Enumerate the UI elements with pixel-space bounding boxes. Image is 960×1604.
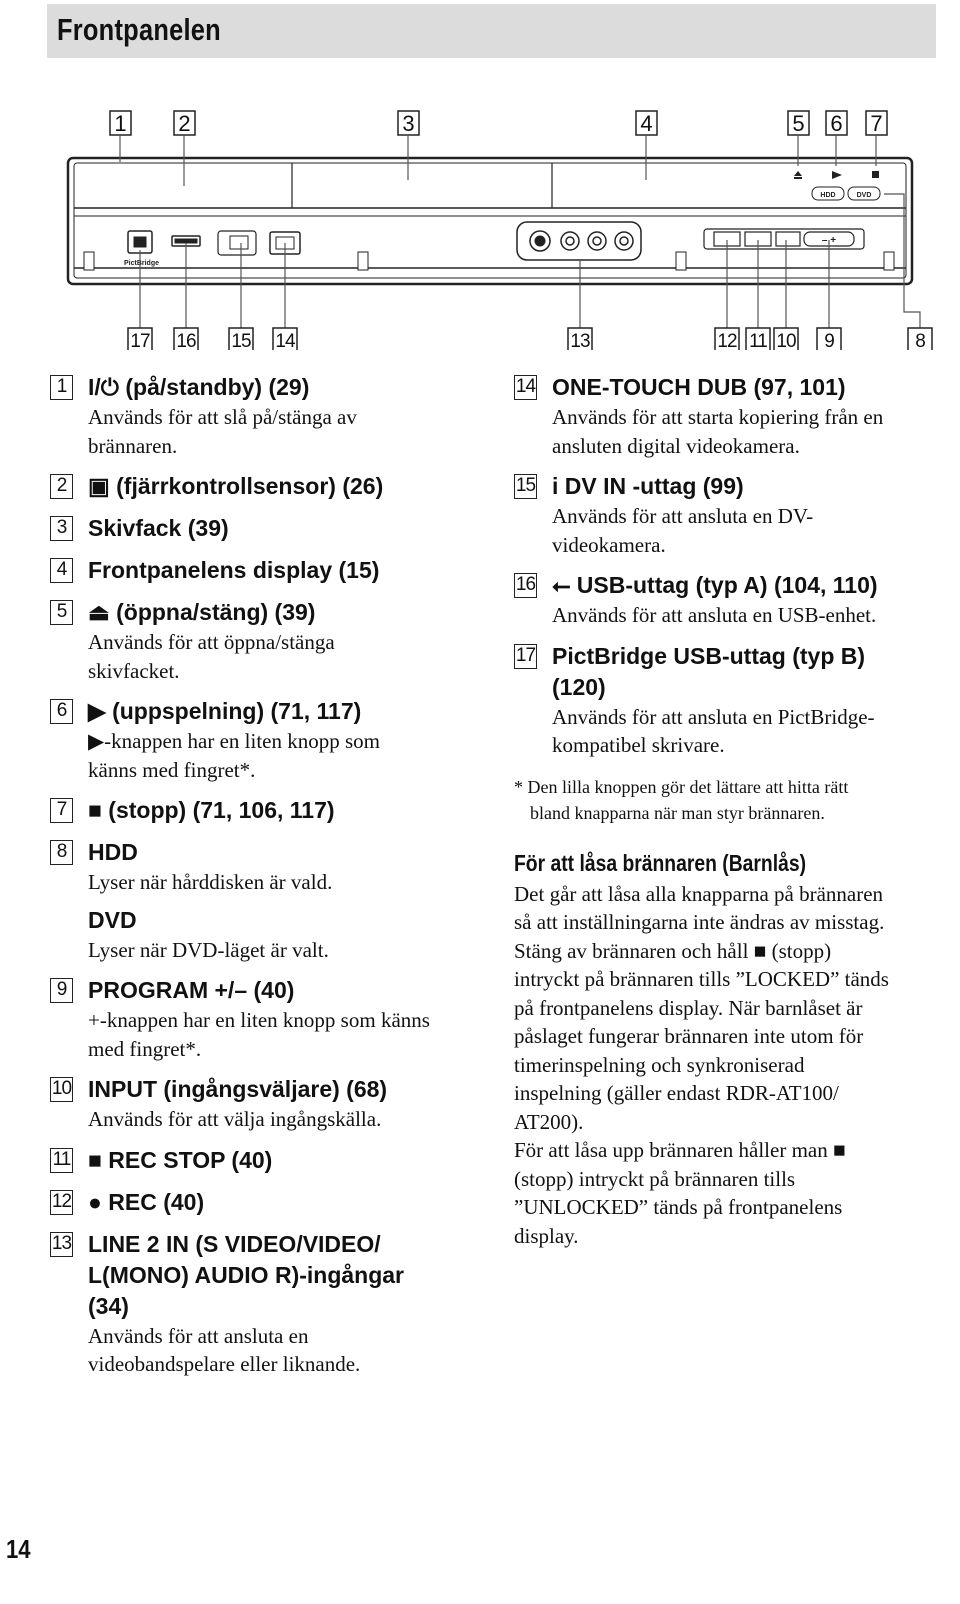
item-desc-line: Används för att öppna/stänga — [88, 630, 335, 654]
item-title: ⭠ USB-uttag (typ A) (104, 110) — [552, 572, 878, 598]
pictbridge-label: PictBridge — [124, 260, 160, 267]
item-title: PROGRAM +/– (40) — [88, 977, 295, 1003]
item-title: I/⏻ (på/standby) (29) — [88, 374, 310, 400]
item-subtitle: DVD — [88, 906, 137, 933]
program-buttons-label: – + — [821, 235, 837, 246]
para-line: display. — [514, 1223, 579, 1248]
callout-8 — [908, 328, 932, 350]
item-15 — [514, 471, 944, 559]
item-11 — [50, 1145, 490, 1176]
item-number: 7 — [50, 798, 73, 823]
footnote-line: bland knapparna när man styr brännaren. — [530, 802, 825, 823]
item-title: ONE-TOUCH DUB (97, 101) — [552, 374, 846, 400]
callout-2-label: 2 — [178, 111, 191, 136]
item-7 — [50, 795, 490, 826]
item-14 — [514, 372, 944, 460]
callout-9 — [817, 328, 841, 350]
item-desc-line: Används för att ansluta en USB-enhet. — [552, 603, 877, 627]
unlock-paragraph — [514, 1136, 944, 1250]
callout-14 — [273, 328, 297, 350]
item-number: 1 — [50, 375, 73, 400]
callout-1 — [110, 111, 131, 136]
child-lock-paragraph — [514, 880, 944, 1137]
callout-5 — [788, 111, 809, 136]
item-16 — [514, 570, 944, 630]
item-title: ⏏ (öppna/stäng) (39) — [88, 599, 316, 625]
item-13 — [50, 1229, 490, 1379]
item-title: ● REC (40) — [88, 1188, 205, 1215]
callout-10-label: 10 — [776, 331, 796, 350]
item-desc-line: brännaren. — [88, 433, 178, 458]
item-number: 8 — [50, 840, 73, 865]
item-desc-line: ▶-knappen har en liten knopp som — [88, 729, 381, 753]
item-title: LINE 2 IN (S VIDEO/VIDEO/ — [88, 1230, 381, 1257]
callout-16-label: 16 — [176, 331, 196, 350]
para-line: på frontpanelens display. När barnlåset är — [514, 995, 863, 1020]
para-line: så att inställningarna inte ändras av misstag. — [514, 910, 885, 934]
left-column — [50, 372, 490, 1379]
item-2 — [50, 471, 490, 502]
callout-13-label: 13 — [570, 331, 590, 350]
right-column — [514, 372, 944, 1250]
play-icon — [832, 171, 842, 179]
item-desc-line: känns med fingret*. — [88, 757, 256, 782]
item-desc-line: videobandspelare eller liknande. — [88, 1352, 361, 1376]
item-title: INPUT (ingångsväljare) (68) — [88, 1076, 388, 1102]
page-number: 14 — [6, 1534, 31, 1564]
callout-16 — [174, 328, 198, 350]
item-title: PictBridge USB-uttag (typ B) — [552, 642, 866, 669]
item-desc-line: Används för att slå på/stänga av — [88, 405, 357, 429]
callout-11-label: 11 — [749, 331, 767, 350]
item-desc-line: Används för att starta kopiering från en — [552, 405, 884, 429]
item-4 — [50, 555, 490, 586]
item-number: 17 — [514, 644, 537, 669]
callout-15-label: 15 — [231, 331, 251, 350]
callout-7-label: 7 — [870, 111, 883, 136]
item-title: ■ REC STOP (40) — [88, 1146, 273, 1173]
item-desc-line: Används för att välja ingångskälla. — [88, 1107, 382, 1131]
item-number: 12 — [50, 1190, 73, 1215]
callout-9-label: 9 — [824, 331, 834, 350]
item-5 — [50, 597, 490, 685]
top-buttons — [794, 171, 880, 200]
callout-7 — [866, 111, 887, 136]
item-desc-line: +-knappen har en liten knopp som känns — [88, 1008, 430, 1032]
callout-1-label: 1 — [114, 111, 127, 136]
item-number: 14 — [514, 375, 537, 400]
callout-13 — [568, 328, 592, 350]
item-8 — [50, 837, 490, 964]
section-header — [47, 4, 936, 58]
left-connectors — [124, 231, 300, 267]
child-lock-heading: För att låsa brännaren (Barnlås) — [514, 849, 807, 876]
callout-2 — [174, 111, 195, 136]
callout-6-label: 6 — [830, 111, 843, 136]
item-6 — [50, 696, 490, 784]
item-title-cont: (120) — [552, 673, 606, 700]
callout-17-label: 17 — [130, 331, 150, 350]
callout-5-label: 5 — [792, 111, 805, 136]
callout-15 — [229, 328, 253, 350]
item-desc-line: kompatibel skrivare. — [552, 733, 725, 757]
item-desc-line: Används för att ansluta en — [88, 1323, 309, 1348]
item-title: ▶ (uppspelning) (71, 117) — [88, 698, 362, 724]
item-12 — [50, 1187, 490, 1218]
item-number: 6 — [50, 699, 73, 724]
item-10 — [50, 1074, 490, 1134]
callout-3 — [398, 111, 419, 136]
right-buttons — [704, 229, 864, 249]
callout-3-label: 3 — [402, 111, 415, 136]
eject-icon — [794, 171, 802, 176]
para-line: AT200). — [514, 1109, 584, 1134]
item-number: 16 — [514, 573, 537, 598]
hdd-indicator-label: HDD — [820, 192, 836, 199]
item-number: 13 — [50, 1232, 73, 1257]
callout-4-label: 4 — [640, 111, 653, 136]
para-line: Stäng av brännaren och håll ■ (stopp) — [514, 938, 832, 963]
item-desc-line: Lyser när hårddisken är vald. — [88, 870, 333, 894]
callout-8-label: 8 — [915, 331, 925, 350]
item-title: HDD — [88, 839, 138, 865]
para-line: timerinspelning och synkroniserad — [514, 1052, 805, 1077]
callout-4 — [636, 111, 657, 136]
item-desc-line: skivfacket. — [88, 658, 180, 683]
item-number: 11 — [50, 1148, 73, 1173]
item-17 — [514, 641, 944, 760]
item-number: 5 — [50, 600, 73, 625]
item-title-cont: (34) — [88, 1292, 129, 1319]
para-line: Det går att låsa alla knapparna på brännaren — [514, 881, 884, 906]
item-title: Frontpanelens display (15) — [88, 557, 380, 583]
item-title: i DV IN -uttag (99) — [552, 473, 744, 499]
item-number: 9 — [50, 978, 73, 1003]
para-line: inspelning (gäller endast RDR-AT100/ — [514, 1081, 839, 1105]
item-title: ▣ (fjärrkontrollsensor) (26) — [88, 473, 384, 499]
para-line: (stopp) intryckt på brännaren tills — [514, 1166, 796, 1191]
item-number: 10 — [50, 1077, 73, 1102]
item-1 — [50, 372, 490, 460]
dvd-indicator-label: DVD — [856, 192, 872, 199]
item-title: ■ (stopp) (71, 106, 117) — [88, 797, 335, 823]
item-3 — [50, 513, 490, 544]
item-desc-line: videokamera. — [552, 532, 666, 557]
para-line: intryckt på brännaren tills ”LOCKED” tänds — [514, 967, 889, 991]
line2-in-jacks — [517, 222, 641, 260]
para-line: påslaget fungerar brännaren inte utom för — [514, 1024, 864, 1048]
item-number: 3 — [50, 516, 73, 541]
callout-10 — [774, 328, 798, 350]
item-number: 4 — [50, 558, 73, 583]
callout-11 — [746, 328, 770, 350]
eject-icon-base — [794, 177, 802, 179]
item-desc-line: Används för att ansluta en DV- — [552, 504, 814, 528]
para-line: För att låsa upp brännaren håller man ■ — [514, 1138, 846, 1162]
callout-12-label: 12 — [717, 331, 737, 350]
item-9 — [50, 975, 490, 1063]
para-line: ”UNLOCKED” tänds på frontpanelens — [514, 1195, 843, 1219]
footnote-line: * Den lilla knoppen gör det lättare att hitta rätt — [514, 776, 849, 797]
item-number: 2 — [50, 474, 73, 499]
callout-17 — [128, 328, 152, 350]
page-title: Frontpanelen — [57, 12, 221, 47]
footnote — [514, 774, 944, 826]
front-panel-diagram — [0, 100, 960, 350]
callout-6 — [826, 111, 847, 136]
callout-14-label: 14 — [275, 331, 295, 350]
item-title-cont: L(MONO) AUDIO R)-ingångar — [88, 1261, 405, 1288]
stop-icon — [872, 171, 879, 178]
item-number: 15 — [514, 474, 537, 499]
item-desc-line: Lyser när DVD-läget är valt. — [88, 937, 329, 962]
item-title: Skivfack (39) — [88, 515, 229, 541]
callout-12 — [715, 328, 739, 350]
item-desc-line: med fingret*. — [88, 1036, 202, 1061]
item-desc-line: Används för att ansluta en PictBridge- — [552, 704, 875, 729]
item-desc-line: ansluten digital videokamera. — [552, 433, 800, 458]
